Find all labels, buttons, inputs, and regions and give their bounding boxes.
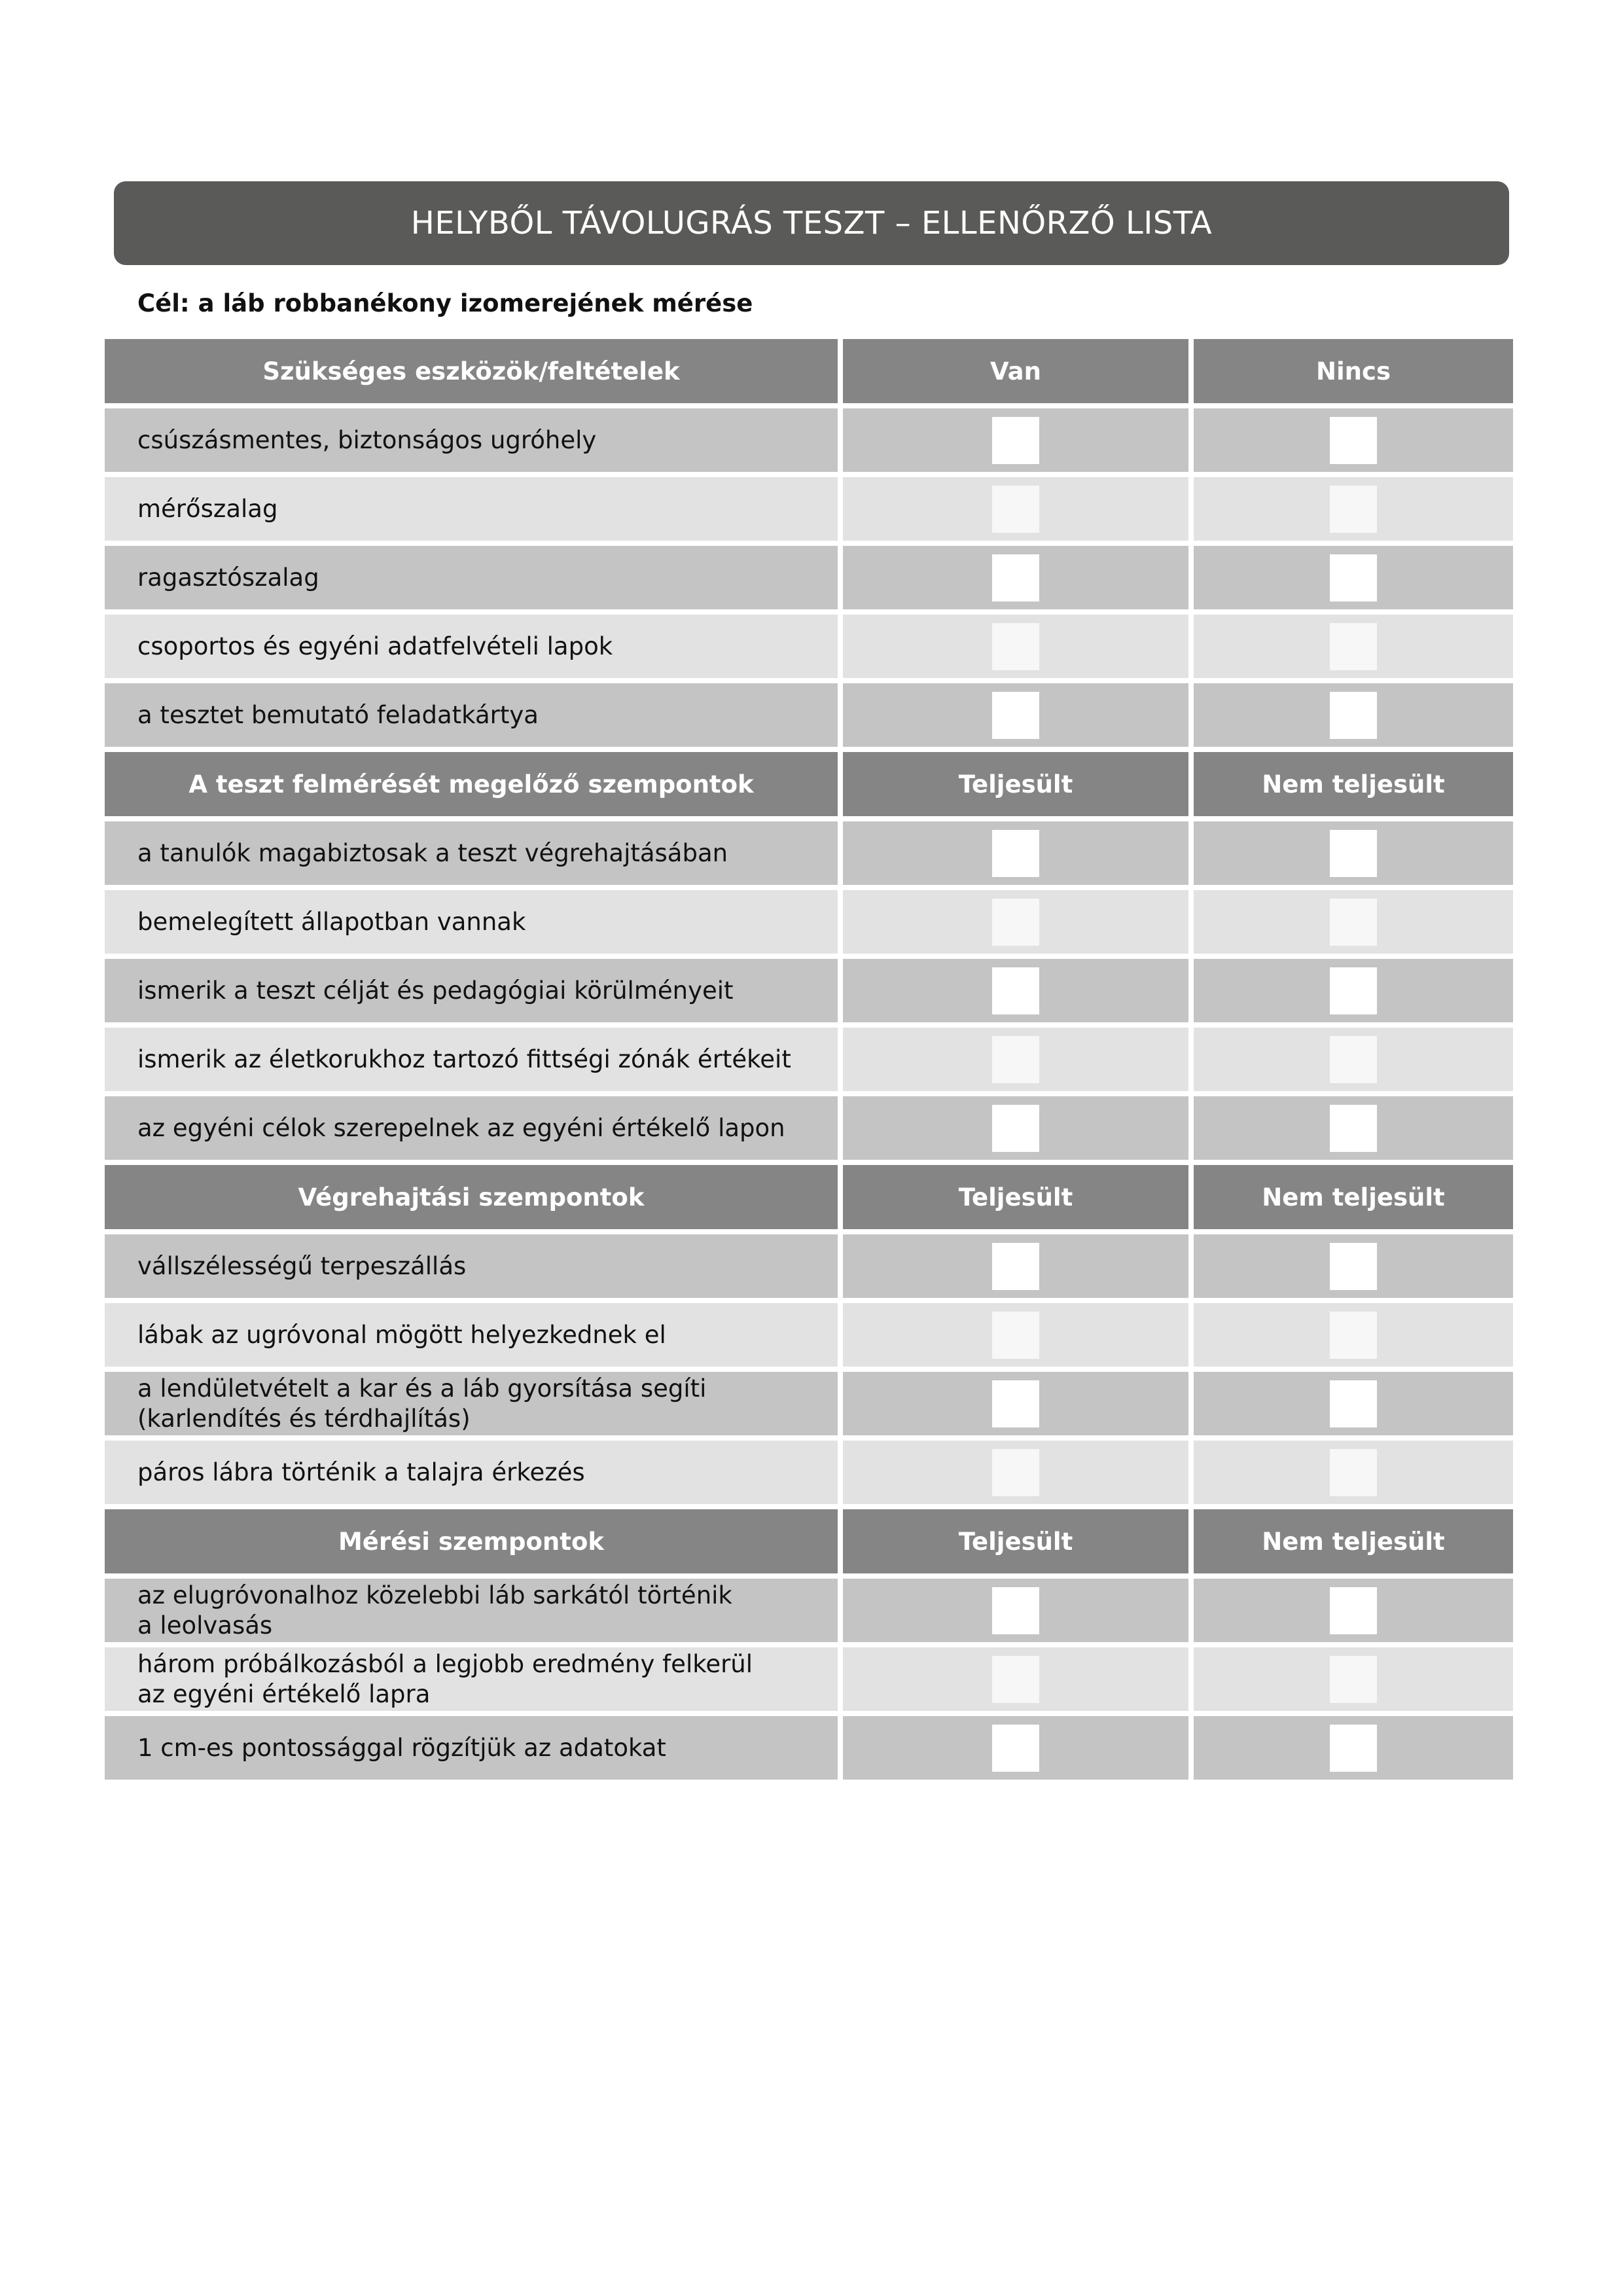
checklist-row bbox=[105, 615, 1513, 678]
checkbox-no[interactable] bbox=[1330, 486, 1377, 533]
checklist-item-label: a lendületvételt a kar és a láb gyorsítása segíti (karlendítés és térdhajlítás) bbox=[105, 1372, 838, 1435]
checkbox-yes[interactable] bbox=[992, 554, 1039, 601]
checkbox-yes[interactable] bbox=[992, 623, 1039, 670]
checklist-row bbox=[105, 477, 1513, 541]
section-title: Mérési szempontok bbox=[105, 1509, 838, 1573]
column-header-no: Nincs bbox=[1194, 339, 1513, 403]
column-header-no: Nem teljesült bbox=[1194, 1509, 1513, 1573]
checklist-item-label: lábak az ugróvonal mögött helyezkednek el bbox=[105, 1303, 838, 1367]
checkbox-yes[interactable] bbox=[992, 1243, 1039, 1290]
section-header bbox=[105, 1509, 1513, 1573]
checkbox-no[interactable] bbox=[1330, 623, 1377, 670]
checklist-row bbox=[105, 1579, 1513, 1642]
checkbox-yes[interactable] bbox=[992, 1105, 1039, 1152]
checklist-item-label: vállszélességű terpeszállás bbox=[105, 1234, 838, 1298]
checkbox-no[interactable] bbox=[1330, 1105, 1377, 1152]
column-header-no: Nem teljesült bbox=[1194, 1165, 1513, 1229]
checklist-item-label: csúszásmentes, biztonságos ugróhely bbox=[105, 408, 838, 472]
checkbox-yes[interactable] bbox=[992, 1036, 1039, 1083]
column-header-yes: Teljesült bbox=[843, 1509, 1188, 1573]
checkbox-no[interactable] bbox=[1330, 1036, 1377, 1083]
section-title: A teszt felmérését megelőző szempontok bbox=[105, 752, 838, 816]
checkbox-yes[interactable] bbox=[992, 486, 1039, 533]
checkbox-yes[interactable] bbox=[992, 967, 1039, 1014]
checklist-item-label: az elugróvonalhoz közelebbi láb sarkától történik a leolvasás bbox=[105, 1579, 838, 1642]
checklist-row bbox=[105, 1096, 1513, 1160]
checklist-row bbox=[105, 1372, 1513, 1435]
goal-text: Cél: a láb robbanékony izomerejének mérése bbox=[137, 289, 753, 317]
checklist-row bbox=[105, 890, 1513, 954]
checkbox-yes[interactable] bbox=[992, 1725, 1039, 1772]
section-header bbox=[105, 339, 1513, 403]
checkbox-no[interactable] bbox=[1330, 1243, 1377, 1290]
checkbox-no[interactable] bbox=[1330, 692, 1377, 739]
checklist-row bbox=[105, 821, 1513, 885]
checkbox-yes[interactable] bbox=[992, 830, 1039, 877]
column-header-yes: Van bbox=[843, 339, 1188, 403]
column-header-yes: Teljesült bbox=[843, 752, 1188, 816]
checklist-row bbox=[105, 1441, 1513, 1504]
checkbox-yes[interactable] bbox=[992, 1449, 1039, 1496]
checklist-row bbox=[105, 1028, 1513, 1091]
checklist-row bbox=[105, 959, 1513, 1022]
checkbox-no[interactable] bbox=[1330, 417, 1377, 464]
checklist-item-label: csoportos és egyéni adatfelvételi lapok bbox=[105, 615, 838, 678]
checklist-row bbox=[105, 1234, 1513, 1298]
checkbox-no[interactable] bbox=[1330, 1587, 1377, 1634]
section-header bbox=[105, 752, 1513, 816]
section-title: Végrehajtási szempontok bbox=[105, 1165, 838, 1229]
checkbox-no[interactable] bbox=[1330, 1449, 1377, 1496]
checkbox-yes[interactable] bbox=[992, 417, 1039, 464]
checkbox-yes[interactable] bbox=[992, 1312, 1039, 1359]
checklist-item-label: a tanulók magabiztosak a teszt végrehajtásában bbox=[105, 821, 838, 885]
checkbox-yes[interactable] bbox=[992, 1656, 1039, 1703]
checkbox-yes[interactable] bbox=[992, 899, 1039, 946]
checkbox-yes[interactable] bbox=[992, 692, 1039, 739]
checklist-item-label: mérőszalag bbox=[105, 477, 838, 541]
checklist-item-label: ismerik a teszt célját és pedagógiai körülményeit bbox=[105, 959, 838, 1022]
checkbox-no[interactable] bbox=[1330, 967, 1377, 1014]
checklist-item-label: a tesztet bemutató feladatkártya bbox=[105, 683, 838, 747]
checkbox-yes[interactable] bbox=[992, 1380, 1039, 1427]
checklist-row bbox=[105, 1303, 1513, 1367]
checklist-item-label: három próbálkozásból a legjobb eredmény felkerül az egyéni értékelő lapra bbox=[105, 1647, 838, 1711]
column-header-no: Nem teljesült bbox=[1194, 752, 1513, 816]
checklist-row bbox=[105, 1647, 1513, 1711]
checklist-row bbox=[105, 408, 1513, 472]
section-title: Szükséges eszközök/feltételek bbox=[105, 339, 838, 403]
checkbox-no[interactable] bbox=[1330, 1725, 1377, 1772]
page-title: HELYBŐL TÁVOLUGRÁS TESZT – ELLENŐRZŐ LISTA bbox=[114, 181, 1509, 265]
checklist-table bbox=[105, 339, 1513, 1785]
checkbox-yes[interactable] bbox=[992, 1587, 1039, 1634]
checklist-item-label: bemelegített állapotban vannak bbox=[105, 890, 838, 954]
checklist-item-label: az egyéni célok szerepelnek az egyéni értékelő lapon bbox=[105, 1096, 838, 1160]
checklist-row bbox=[105, 1716, 1513, 1780]
checklist-item-label: 1 cm-es pontossággal rögzítjük az adatokat bbox=[105, 1716, 838, 1780]
checkbox-no[interactable] bbox=[1330, 1380, 1377, 1427]
section-header bbox=[105, 1165, 1513, 1229]
checklist-item-label: ragasztószalag bbox=[105, 546, 838, 609]
checklist-row bbox=[105, 683, 1513, 747]
checkbox-no[interactable] bbox=[1330, 1312, 1377, 1359]
checklist-item-label: páros lábra történik a talajra érkezés bbox=[105, 1441, 838, 1504]
checkbox-no[interactable] bbox=[1330, 554, 1377, 601]
checkbox-no[interactable] bbox=[1330, 899, 1377, 946]
checklist-item-label: ismerik az életkorukhoz tartozó fittségi zónák értékeit bbox=[105, 1028, 838, 1091]
checklist-row bbox=[105, 546, 1513, 609]
column-header-yes: Teljesült bbox=[843, 1165, 1188, 1229]
checkbox-no[interactable] bbox=[1330, 1656, 1377, 1703]
checkbox-no[interactable] bbox=[1330, 830, 1377, 877]
